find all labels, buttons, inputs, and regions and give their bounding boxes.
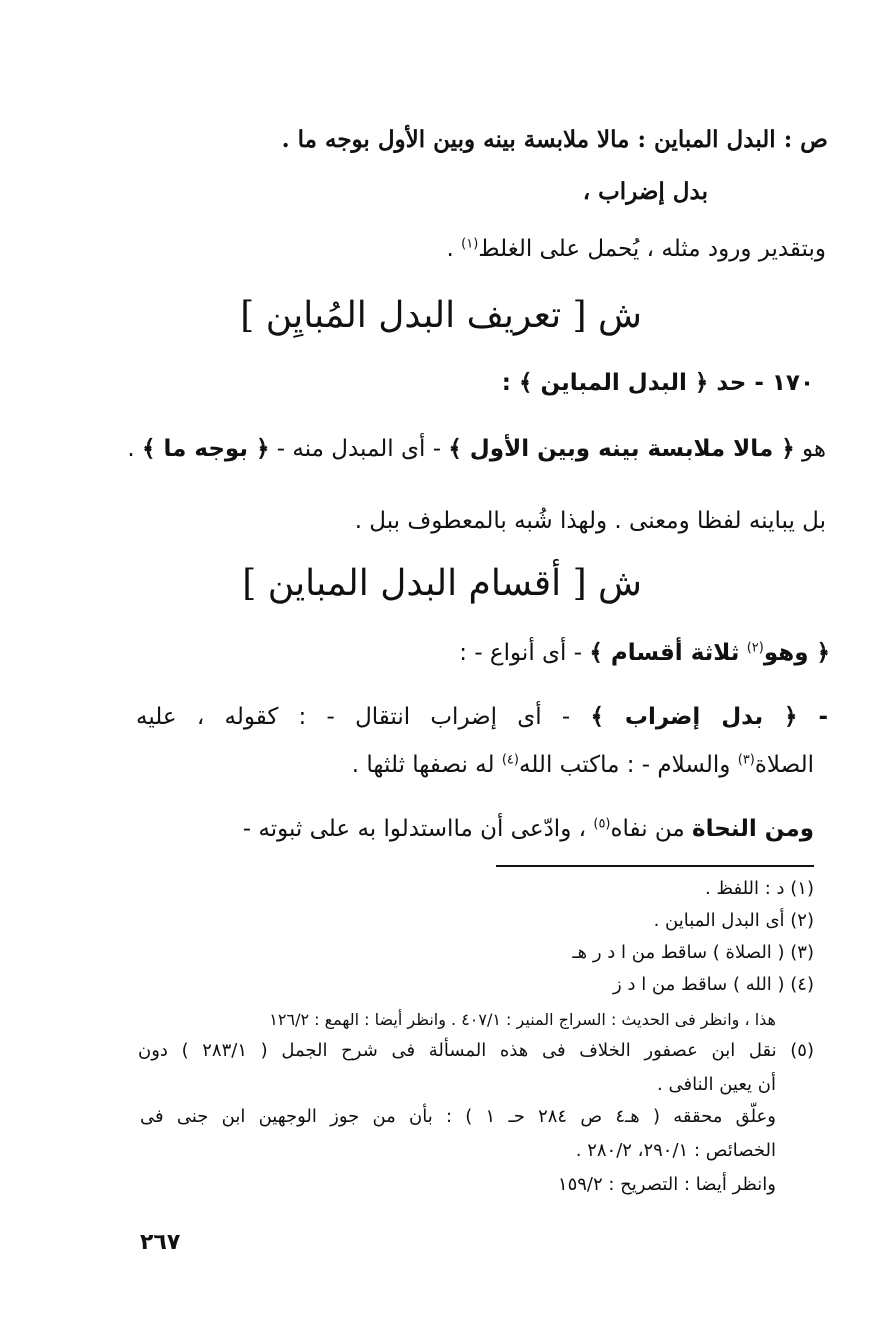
page-number: ٢٦٧ xyxy=(140,1230,181,1255)
item-number: ١٧٠ xyxy=(771,370,814,396)
section-heading-types: ش [ أقسام البدل المباين ] xyxy=(242,563,642,604)
footnote-5-line-1: (٥) نقل ابن عصفور الخلاف فى هذه المسألة فى شرح الجمل ( ٢٨٣/١ ) دون xyxy=(138,1040,814,1061)
footnote-separator xyxy=(496,865,814,867)
footnote-ref-2: (٢) xyxy=(746,640,764,656)
matn-line-2: بدل إضراب ، xyxy=(582,178,708,205)
type-1-line-2: الصلاة$^{(٣)}$ والسلام - : ماكتب الله$^{(٤)}$ له نصفها ثلثها . xyxy=(351,752,814,778)
definition-paragraph: هو ﴿ مالا ملابسة بينه وبين الأول ﴾ - أى المبدل منه - ﴿ بوجه ما ﴾ . xyxy=(127,436,826,462)
footnote-5-line-4: الخصائص : ٢٩٠/١، ٢٨٠/٢ . xyxy=(575,1140,776,1161)
section-heading-definition: ش [ تعريف البدل المُبايِن ] xyxy=(240,295,642,336)
footnote-5-line-5: وانظر أيضا : التصريح : ١٥٩/٢ xyxy=(557,1174,776,1195)
footnote-2: (٢) أى البدل المباين . xyxy=(653,910,814,931)
explanation-paragraph: بل يباينه لفظا ومعنى . ولهذا شُبه بالمعطوف ببل . xyxy=(354,508,826,534)
footnote-3: (٣) ( الصلاة ) ساقط من ا د ر هـ xyxy=(572,942,814,963)
matn-line-1: ص : البدل المباين : مالا ملابسة بينه وبين الأول بوجه ما . xyxy=(281,126,828,153)
footnote-4: (٤) ( الله ) ساقط من ا د ز xyxy=(613,974,814,995)
footnote-ref-5: (٥) xyxy=(593,816,611,832)
type-1-line-1: - ﴿ بدل إضراب ﴾ - أى إضراب انتقال - : كقوله ، عليه xyxy=(136,704,828,730)
matn-line-3: وبتقدير ورود مثله ، يُحمل على الغلط$^{(١)}$ . xyxy=(446,236,826,262)
footnote-ref-3: (٣) xyxy=(737,752,755,768)
footnote-5-line-2: أن يعين النافى . xyxy=(657,1074,776,1095)
footnote-1: (١) د : اللفظ . xyxy=(704,878,814,899)
item-170-title: ١٧٠ - حد ﴿ البدل المباين ﴾ : xyxy=(501,370,814,396)
footnote-ref-1: (١) xyxy=(461,236,479,252)
footnote-ref-4: (٤) xyxy=(501,752,519,768)
footnote-5-line-3: وعلّق محققه ( هـ٤ ص ٢٨٤ حـ ١ ) : بأن من جوز الوجهين ابن جنى فى xyxy=(140,1106,776,1127)
types-intro: ﴿ وهو$^{(٢)}$ ثلاثة أقسام ﴾ - أى أنواع - : xyxy=(459,640,830,666)
grammarians-paragraph: ومن النحاة من نفاه$^{(٥)}$ ، وادّعى أن مااستدلوا به على ثبوته - xyxy=(242,816,814,842)
footnote-4-continuation: هذا ، وانظر فى الحديث : السراج المنير : ٤٠٧/١ . وانظر أيضا : الهمع : ١٢٦/٢ xyxy=(269,1010,776,1029)
